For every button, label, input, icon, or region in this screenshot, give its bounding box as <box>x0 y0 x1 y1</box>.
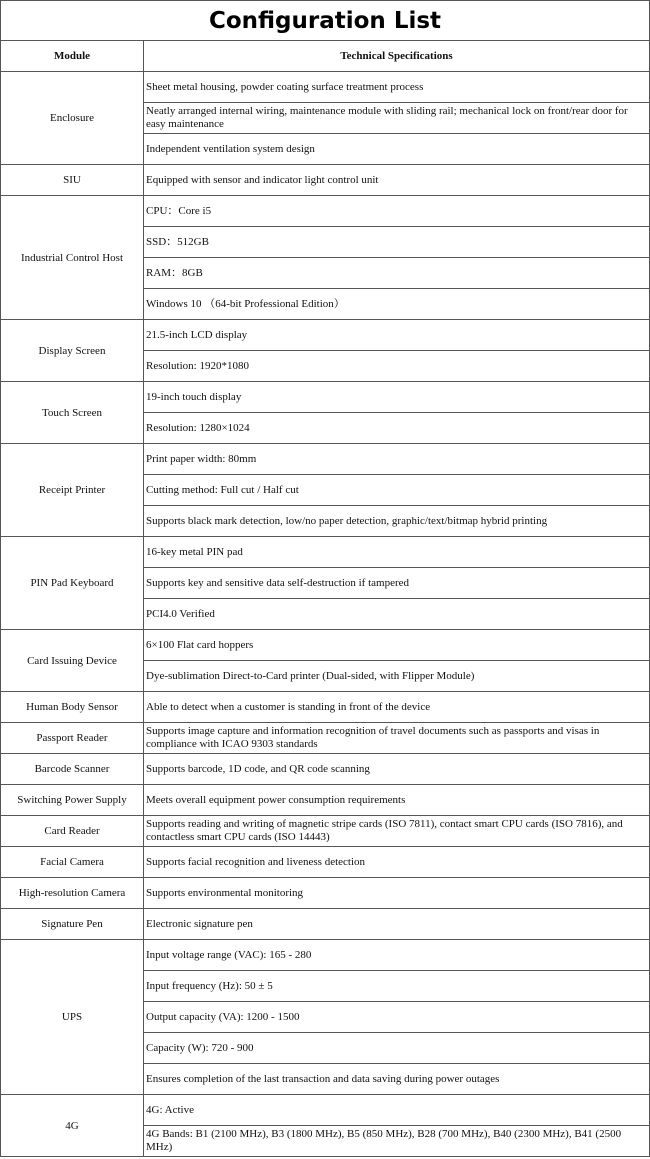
spec-cell: Dye-sublimation Direct-to-Card printer (Dual-sided, with Flipper Module) <box>144 661 650 692</box>
table-row <box>1 1095 650 1126</box>
spec-cell: Ensures completion of the last transaction and data saving during power outages <box>144 1064 650 1095</box>
spec-cell: 6×100 Flat card hoppers <box>144 630 650 661</box>
table-row <box>1 909 650 940</box>
spec-cell: 19-inch touch display <box>144 382 650 413</box>
page-title: Configuration List <box>0 0 650 40</box>
spec-cell: Supports black mark detection, low/no paper detection, graphic/text/bitmap hybrid printing <box>144 506 650 537</box>
table-body <box>1 72 650 1157</box>
spec-cell: PCI4.0 Verified <box>144 599 650 630</box>
table-row <box>1 165 650 196</box>
table-row <box>1 940 650 971</box>
table-row <box>1 692 650 723</box>
spec-cell: Supports barcode, 1D code, and QR code scanning <box>144 754 650 785</box>
table-row <box>1 382 650 413</box>
spec-cell: Resolution: 1920*1080 <box>144 351 650 382</box>
module-cell: Card Reader <box>1 816 144 847</box>
table-row <box>1 320 650 351</box>
spec-cell: Supports environmental monitoring <box>144 878 650 909</box>
spec-cell: Cutting method: Full cut / Half cut <box>144 475 650 506</box>
table-row <box>1 196 650 227</box>
spec-cell: Meets overall equipment power consumption requirements <box>144 785 650 816</box>
configuration-table <box>0 40 650 1157</box>
spec-cell: Print paper width: 80mm <box>144 444 650 475</box>
module-cell: High-resolution Camera <box>1 878 144 909</box>
table-row <box>1 444 650 475</box>
spec-cell: Supports key and sensitive data self-destruction if tampered <box>144 568 650 599</box>
module-cell: UPS <box>1 940 144 1095</box>
module-cell: 4G <box>1 1095 144 1157</box>
spec-cell: Sheet metal housing, powder coating surface treatment process <box>144 72 650 103</box>
spec-cell: 16-key metal PIN pad <box>144 537 650 568</box>
table-row <box>1 537 650 568</box>
module-cell: Display Screen <box>1 320 144 382</box>
module-cell: Human Body Sensor <box>1 692 144 723</box>
spec-cell: Electronic signature pen <box>144 909 650 940</box>
module-cell: Passport Reader <box>1 723 144 754</box>
table-row <box>1 723 650 754</box>
specs-column-header: Technical Specifications <box>144 41 650 72</box>
table-row <box>1 754 650 785</box>
table-header-row <box>1 41 650 72</box>
module-cell: Signature Pen <box>1 909 144 940</box>
module-cell: Card Issuing Device <box>1 630 144 692</box>
spec-cell: Input frequency (Hz): 50 ± 5 <box>144 971 650 1002</box>
spec-cell: Windows 10 （64-bit Professional Edition） <box>144 289 650 320</box>
spec-cell: Resolution: 1280×1024 <box>144 413 650 444</box>
spec-cell: Supports reading and writing of magnetic stripe cards (ISO 7811), contact smart CPU cards (ISO 7816), and contactless smart CPU cards (ISO 14443) <box>144 816 650 847</box>
table-row <box>1 72 650 103</box>
table-row <box>1 878 650 909</box>
spec-cell: Input voltage range (VAC): 165 - 280 <box>144 940 650 971</box>
module-cell: Facial Camera <box>1 847 144 878</box>
spec-cell: RAM：8GB <box>144 258 650 289</box>
spec-cell: 4G: Active <box>144 1095 650 1126</box>
spec-cell: CPU：Core i5 <box>144 196 650 227</box>
spec-cell: Supports image capture and information recognition of travel documents such as passports and visas in compliance with ICAO 9303 standards <box>144 723 650 754</box>
spec-cell: 4G Bands: B1 (2100 MHz), B3 (1800 MHz), B5 (850 MHz), B28 (700 MHz), B40 (2300 MHz), B41 (2500 MHz) <box>144 1126 650 1157</box>
spec-cell: Equipped with sensor and indicator light control unit <box>144 165 650 196</box>
spec-cell: Output capacity (VA): 1200 - 1500 <box>144 1002 650 1033</box>
module-cell: SIU <box>1 165 144 196</box>
module-cell: Receipt Printer <box>1 444 144 537</box>
module-column-header: Module <box>1 41 144 72</box>
table-row <box>1 630 650 661</box>
spec-cell: 21.5-inch LCD display <box>144 320 650 351</box>
module-cell: Industrial Control Host <box>1 196 144 320</box>
module-cell: Enclosure <box>1 72 144 165</box>
spec-cell: Able to detect when a customer is standing in front of the device <box>144 692 650 723</box>
module-cell: Barcode Scanner <box>1 754 144 785</box>
spec-cell: Independent ventilation system design <box>144 134 650 165</box>
table-row <box>1 785 650 816</box>
spec-cell: Supports facial recognition and liveness detection <box>144 847 650 878</box>
module-cell: Switching Power Supply <box>1 785 144 816</box>
spec-cell: Capacity (W): 720 - 900 <box>144 1033 650 1064</box>
spec-cell: SSD：512GB <box>144 227 650 258</box>
table-row <box>1 847 650 878</box>
module-cell: PIN Pad Keyboard <box>1 537 144 630</box>
table-row <box>1 816 650 847</box>
spec-cell: Neatly arranged internal wiring, maintenance module with sliding rail; mechanical lock on front/rear door for easy maintenance <box>144 103 650 134</box>
module-cell: Touch Screen <box>1 382 144 444</box>
